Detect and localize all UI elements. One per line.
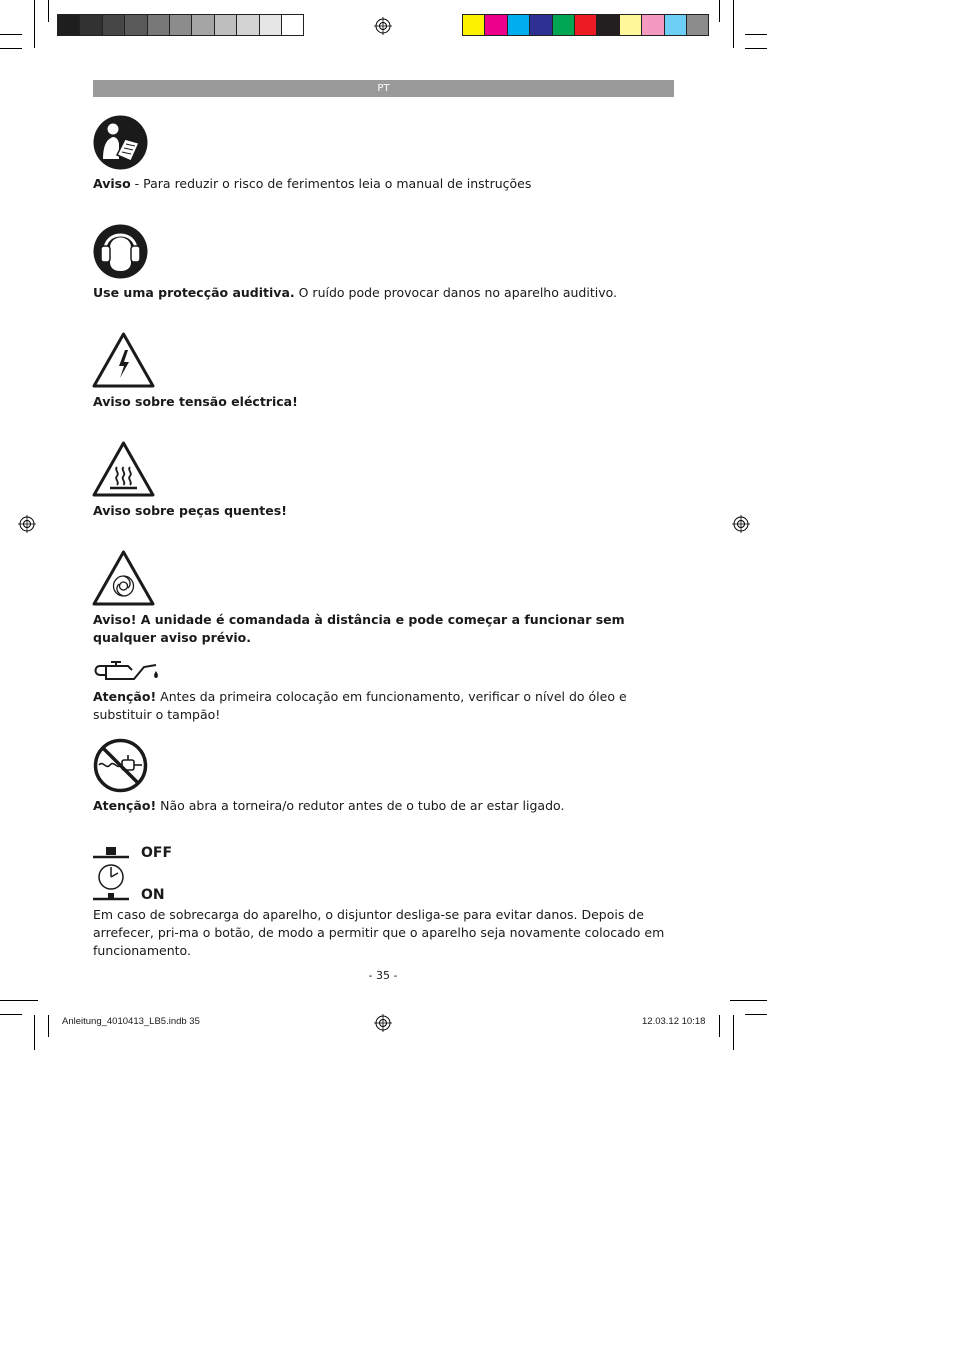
hearing-warning-bold: Use uma protecção auditiva. [93, 285, 295, 300]
registration-mark-icon [374, 1014, 392, 1032]
gray-swatch [124, 14, 147, 36]
no-open-valve-icon [93, 738, 148, 793]
color-swatch [574, 14, 597, 36]
read-manual-icon [93, 115, 148, 170]
hearing-warning-body: O ruído pode provocar danos no aparelho auditivo. [294, 285, 618, 300]
gray-swatch [169, 14, 192, 36]
ear-protection-icon [93, 224, 148, 279]
registration-mark-icon [18, 515, 36, 533]
color-swatch [484, 14, 507, 36]
manual-warning-bold: Aviso [93, 176, 131, 191]
color-swatch [619, 14, 642, 36]
color-swatch [664, 14, 687, 36]
color-swatch [596, 14, 619, 36]
color-swatch [462, 14, 485, 36]
footer-filename: Anleitung_4010413_LB5.indb 35 [62, 1016, 200, 1027]
valve-warning-body: Não abra a torneira/o redutor antes de o tubo de ar estar ligado. [156, 798, 565, 813]
oil-warning-bold: Atenção! [93, 689, 157, 704]
color-swatch [686, 14, 709, 36]
footer-date: 12.03.12 10:18 [642, 1016, 706, 1027]
oil-can-icon [92, 658, 160, 684]
breaker-description: Em caso de sobrecarga do aparelho, o disjuntor desliga-se para evitar danos. Depois de arrefecer, pri-ma o botão, de modo a permitir que o aparelho seja novamente colocado em funcionamento. [93, 907, 665, 958]
hot-warning-text [93, 502, 673, 520]
valve-warning-bold: Atenção! [93, 798, 157, 813]
breaker-on-label: ON [141, 887, 165, 903]
manual-warning-text [93, 175, 673, 193]
voltage-warning-text [93, 393, 673, 411]
valve-warning-text [93, 797, 673, 815]
remote-warning-bold: Aviso! A unidade é comandada à distância e pode começar a funcionar sem qualquer aviso prévio. [93, 612, 625, 645]
gray-swatch [79, 14, 102, 36]
gray-swatch [236, 14, 259, 36]
hot-surface-warning-icon [92, 441, 155, 497]
oil-warning-body: Antes da primeira colocação em funcionamento, verificar o nível do óleo e substituir o tampão! [93, 689, 627, 722]
circuit-breaker-icon [93, 846, 129, 902]
gray-swatch [57, 14, 80, 36]
language-header: PT [93, 80, 674, 97]
gray-swatch [214, 14, 237, 36]
gray-swatch [281, 14, 304, 36]
registration-mark-icon [732, 515, 750, 533]
page-number: - 35 - [368, 969, 398, 982]
gray-swatch [259, 14, 282, 36]
registration-mark-icon [374, 17, 392, 35]
gray-swatch [102, 14, 125, 36]
gray-swatch [147, 14, 170, 36]
color-swatch [529, 14, 552, 36]
hearing-warning-text [93, 284, 673, 302]
voltage-warning-bold: Aviso sobre tensão eléctrica! [93, 394, 298, 409]
color-swatch [641, 14, 664, 36]
auto-start-warning-icon [92, 550, 155, 606]
color-swatch [552, 14, 575, 36]
breaker-off-label: OFF [141, 845, 173, 861]
manual-warning-body: - Para reduzir o risco de ferimentos leia o manual de instruções [130, 176, 532, 191]
color-swatch [507, 14, 530, 36]
gray-swatch [191, 14, 214, 36]
hot-warning-bold: Aviso sobre peças quentes! [93, 503, 287, 518]
remote-warning-text [93, 611, 673, 647]
electric-warning-icon [92, 332, 155, 388]
oil-warning-text [93, 688, 673, 724]
